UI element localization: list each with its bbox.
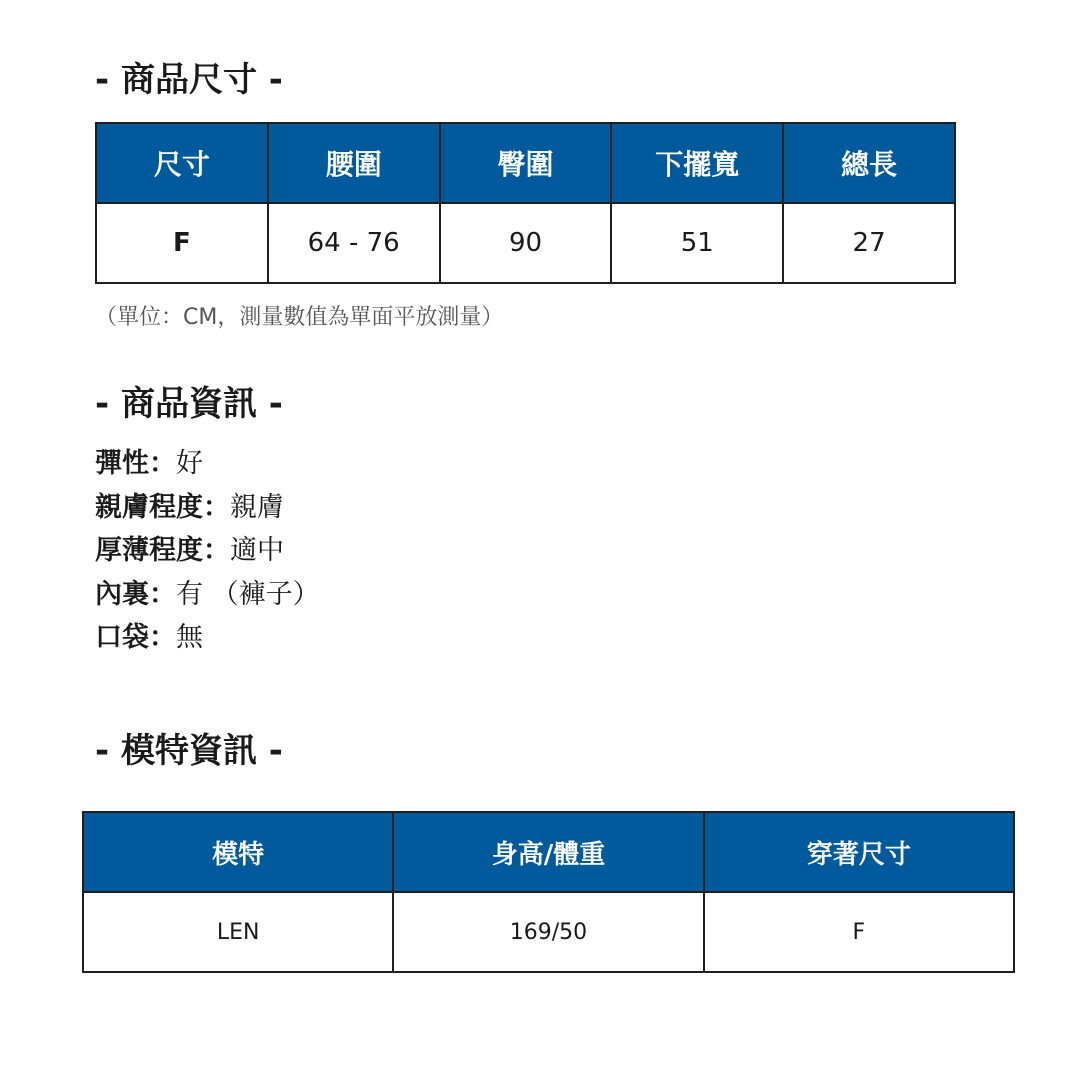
size-cell-waist: 64 - 76: [268, 203, 440, 283]
spec-value-thickness: 適中: [230, 535, 284, 566]
spec-label-lining: 內裏：: [95, 578, 176, 610]
model-cell-wearing-size: F: [704, 892, 1014, 972]
model-table-header-row: [83, 812, 1014, 892]
list-item: [95, 529, 320, 573]
spec-value-elasticity: 好: [176, 448, 203, 479]
spec-label-thickness: 厚薄程度：: [95, 535, 230, 566]
size-header-size: 尺寸: [96, 123, 268, 203]
spec-label-skin-friendly: 親膚程度：: [95, 491, 230, 523]
size-cell-hip: 90: [440, 203, 612, 283]
spec-value-skin-friendly: 親膚: [230, 491, 284, 523]
size-header-hem-width: 下擺寬: [611, 123, 783, 203]
size-header-waist: 腰圍: [268, 123, 440, 203]
size-table-header-row: [96, 123, 955, 203]
table-row: [96, 203, 955, 283]
size-cell-length: 27: [783, 203, 955, 283]
size-cell-hem-width: 51: [611, 203, 783, 283]
spec-value-pocket: 無: [176, 622, 203, 653]
table-row: [83, 892, 1014, 972]
model-section-title: - 模特資訊 -: [95, 731, 283, 771]
size-table: [95, 122, 956, 284]
model-table: [82, 811, 1015, 973]
spec-label-pocket: 口袋：: [95, 622, 176, 653]
size-cell-size: F: [96, 203, 268, 283]
list-item: [95, 573, 320, 617]
list-item: [95, 486, 320, 530]
model-cell-height-weight: 169/50: [393, 892, 703, 972]
info-section-title: - 商品資訊 -: [95, 384, 283, 424]
list-item: [95, 616, 320, 660]
model-header-height-weight: 身高/體重: [393, 812, 703, 892]
model-header-model: 模特: [83, 812, 393, 892]
measurement-note: （單位：CM，測量數值為單面平放測量）: [95, 305, 504, 330]
model-cell-name: LEN: [83, 892, 393, 972]
size-header-hip: 臀圍: [440, 123, 612, 203]
list-item: [95, 442, 320, 486]
spec-label-elasticity: 彈性：: [95, 448, 176, 479]
spec-value-lining: 有 （褲子）: [176, 578, 320, 610]
product-info-list: [95, 442, 320, 660]
size-header-length: 總長: [783, 123, 955, 203]
model-header-wearing-size: 穿著尺寸: [704, 812, 1014, 892]
size-section-title: - 商品尺寸 -: [95, 60, 283, 100]
